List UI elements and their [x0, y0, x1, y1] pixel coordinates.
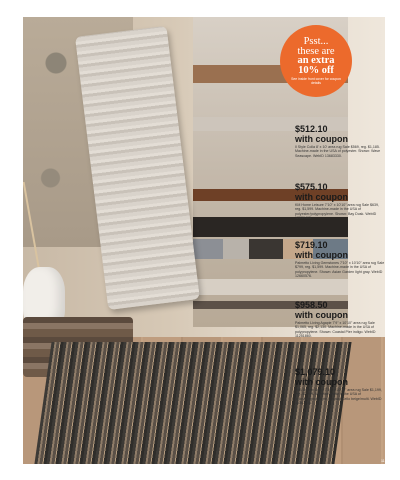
rug-block	[223, 239, 249, 259]
product-description: Palmetto Living Agapie 7'9" x 10'10" area rug Sale $1,065, reg. $2,130. Machine-made in the USA of polypropylene. Shown: Coastal Pier indigo. WebID 11251860.	[295, 321, 376, 339]
product-description: KM Home Leisure 7'10" x 10'10" area rug Sale $639, reg. $1,599. Machine-made in the USA of polyester/polypropylene. Shown: Bay Dusk. WebID 12539465.	[295, 203, 380, 221]
product-description: Palmetto Living Gemstones 7'10" x 10'10" area rug Sale $799, reg. $1,599. Machine-made in the USA of polypropylene. Shown: Asian Garden light gray. WebID 12660576.	[295, 261, 385, 279]
product-listing	[295, 182, 385, 221]
product-listing	[295, 240, 385, 279]
coupon-label: with coupon	[295, 377, 348, 387]
product-description: JHB Design Deep 7'10" x 10'10" area rug Sale $1,199, reg. $2,399. Machine-made in the USA of nylon/polypropylene. Shown: Cello beige/multi. WebID 13367756.	[295, 388, 382, 406]
product-price: $958.50	[295, 300, 328, 310]
rug-block	[249, 239, 283, 259]
product-price: $1,079.10	[295, 367, 336, 377]
product-price: $719.10	[295, 240, 328, 250]
coupon-label: with coupon	[295, 310, 348, 320]
product-description: Il Style Colla 8' x 10' area rug Sale $569, reg. $1,185. Machine-made in the USA of polyester. Shown: Wave Seascape. WebID 13683330.	[295, 145, 381, 158]
page-number: 11	[381, 459, 385, 463]
coupon-label: with coupon	[295, 250, 348, 260]
coupon-label: with coupon	[295, 192, 348, 202]
badge-offer: an extra 10% off	[297, 55, 335, 76]
badge-headline: Psst... these are	[297, 36, 335, 57]
product-price: $575.10	[295, 182, 328, 192]
product-listing	[295, 300, 385, 339]
product-listing	[295, 367, 385, 406]
rug-stripe	[193, 279, 348, 295]
discount-badge	[280, 25, 352, 97]
product-price: $512.10	[295, 124, 328, 134]
badge-note: See inside front cover for coupon details	[291, 77, 341, 85]
rug-block	[193, 239, 223, 259]
coupon-label: with coupon	[295, 134, 348, 144]
product-listing	[295, 124, 385, 158]
